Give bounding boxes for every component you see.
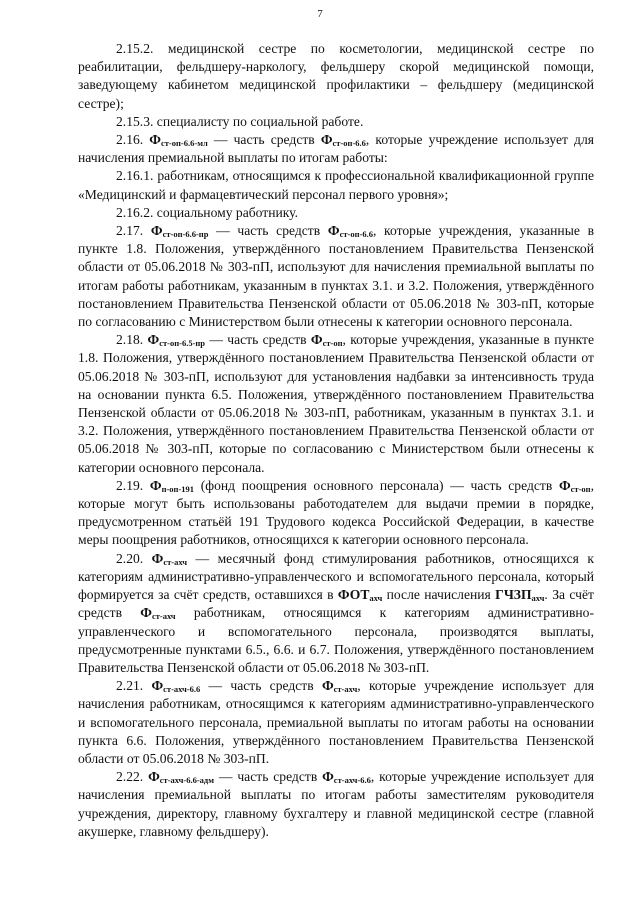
text-run: 2.16.1. работникам, относящимся к профессиональной квалификационной группе «Медицинский и фармацевтический персонал первого уровня»;	[78, 168, 594, 202]
text-run: 2.15.2. медицинской сестре по косметологии, медицинской сестре по реабилитации, фельдшеру-наркологу, фельдшеру скорой медицинской помощи, заведующему кабинетом медицинской профилактики – фельдшеру (медицинской сестре);	[78, 41, 594, 111]
formula-base: Ф	[151, 550, 164, 566]
formula-base: Ф	[150, 223, 163, 239]
text-run: (фонд поощрения основного персонала) — часть средств	[194, 477, 559, 493]
text-run: 2.15.3. специалисту по социальной работе.	[116, 113, 364, 129]
text-run: , которые учреждение использует для начисления работникам, относящимся к категориям административно-управленческого и вспомогательного персонала, премиальной выплаты по итогам работы на основании пункта 6.6. Положения, утверждённого постановлением Правительства Пензенской области от 05.06.2018 № 303-пП.	[78, 678, 594, 766]
formula-symbol	[338, 587, 382, 602]
formula-subscript: ст-ахч-6.6	[333, 775, 371, 786]
text-run: работникам, относящимся к категориям административно-управленческого и вспомогательного персонала, производятся выплаты, предусмотренные пунктами 6.5., 6.6. и 6.7. Положения, утверждённого постановлением Правительства Пензенской области от 05.06.2018 № 303-пП.	[78, 605, 594, 675]
paragraph	[78, 222, 594, 331]
text-run: 2.22.	[116, 769, 149, 785]
formula-subscript: ст-ахч	[151, 611, 176, 622]
text-run: — часть средств	[208, 223, 328, 239]
paragraph	[78, 204, 594, 222]
formula-base: Ф	[140, 605, 152, 621]
paragraph	[78, 113, 594, 131]
formula-subscript: ст-оп-6.6	[332, 138, 366, 149]
paragraph	[78, 768, 594, 841]
formula-base: Ф	[320, 132, 333, 148]
formula-base: ГЧЗП	[495, 587, 532, 603]
text-run: после начисления	[382, 587, 496, 603]
formula-base: Ф	[147, 332, 160, 348]
formula-base: Ф	[558, 477, 571, 493]
text-run: 2.21.	[116, 678, 152, 694]
formula-base: Ф	[151, 678, 164, 694]
formula-symbol	[495, 587, 544, 602]
document-body	[78, 40, 594, 841]
formula-symbol	[149, 132, 207, 147]
formula-base: Ф	[327, 223, 340, 239]
text-run: 2.20.	[116, 550, 152, 566]
formula-symbol	[152, 551, 187, 566]
formula-symbol	[151, 678, 200, 693]
formula-subscript: ст-оп	[322, 338, 343, 349]
formula-base: ФОТ	[337, 587, 370, 603]
formula-subscript: ст-ахч-6.6	[163, 684, 201, 695]
formula-symbol	[322, 769, 371, 784]
text-run: , которые учреждения, указанные в пункте 1.8. Положения, утверждённого постановлением Правительства Пензенской области от 05.06.2018 № 303-пП, используют для начисления премиальной выплаты по итогам работы работникам, указанным в пунктах 3.1. и 3.2. Положения, утверждённого постановлением Правительства Пензенской области от 05.06.2018 № 303-пП, которые по согласованию с Министерством были отнесены к категории основного персонала.	[78, 223, 594, 330]
formula-symbol	[148, 769, 214, 784]
formula-base: Ф	[310, 332, 323, 348]
formula-subscript: ст-оп	[570, 483, 591, 494]
text-run: 2.19.	[116, 477, 150, 493]
formula-subscript: ст-ахч	[333, 684, 358, 695]
page-number: 7	[317, 8, 323, 20]
text-run: , которые могут быть использованы работодателем для выдачи премии в порядке, предусмотренном статьёй 191 Трудового кодекса Российской Федерации, в качестве меры поощрения работников, относящихся к категории основного персонала.	[78, 477, 594, 548]
formula-subscript: ст-оп-6.6	[339, 229, 373, 240]
text-run: , которые учреждение использует для начисления премиальной выплаты по итогам работы заместителям руководителя учреждения, директору, главному бухгалтеру и главной медицинской сестре (главной акушерке, главному фельдшеру).	[78, 769, 595, 839]
paragraph	[78, 131, 594, 167]
text-run: — часть средств	[205, 332, 311, 348]
formula-symbol	[322, 678, 357, 693]
text-run: , которые учреждение использует для начисления премиальной выплаты по итогам работы:	[78, 132, 594, 166]
text-run: — часть средств	[207, 132, 321, 148]
formula-base: Ф	[149, 477, 162, 493]
formula-symbol	[559, 478, 591, 493]
formula-symbol	[328, 223, 373, 238]
formula-subscript: ст-ахч-6.6-адм	[159, 775, 215, 786]
formula-symbol	[321, 132, 366, 147]
formula-subscript: ст-оп-6.5-пр	[159, 338, 206, 349]
formula-symbol	[311, 332, 343, 347]
text-run: 2.18.	[116, 332, 148, 348]
paragraph	[78, 167, 594, 203]
formula-symbol	[148, 332, 206, 347]
text-run: — часть средств	[214, 769, 323, 785]
formula-base: Ф	[148, 769, 160, 785]
text-run: 2.16.2. социальному работнику.	[116, 204, 299, 220]
text-run: — месячный фонд стимулирования работников, относящихся к категориям административно-управленческого и вспомогательного персонала, который формируется за счёт средств, оставшихся в	[78, 550, 594, 603]
text-run: 2.17.	[116, 223, 151, 239]
formula-subscript: ст-ахч	[163, 556, 188, 567]
formula-subscript: ст-оп-6.6-мл	[160, 138, 208, 149]
paragraph	[78, 677, 594, 768]
text-run: . За счёт средств	[78, 587, 594, 621]
paragraph	[78, 477, 594, 550]
paragraph	[78, 550, 594, 677]
formula-base: Ф	[322, 769, 334, 785]
formula-base: Ф	[149, 132, 161, 148]
formula-base: Ф	[321, 678, 334, 694]
paragraph	[78, 40, 594, 113]
formula-symbol	[140, 605, 175, 620]
formula-subscript: ст-оп-6.6-пр	[162, 229, 209, 240]
formula-symbol	[150, 478, 194, 493]
formula-subscript: п-оп-191	[161, 483, 195, 494]
text-run: 2.16.	[116, 132, 150, 148]
paragraph	[78, 331, 594, 477]
text-run: , которые учреждения, указанные в пункте 1.8. Положения, утверждённого постановлением Правительства Пензенской области от 05.06.2018 № 303-пП, используют для установления надбавки за интенсивность труда на основании пункта 6.5. Положения, утверждённого постановлением Правительства Пензенской области от 05.06.2018 № 303-пП, работникам, указанным в пунктах 3.1. и 3.2. Положения, утверждённого постановлением Правительства Пензенской области от 05.06.2018 № 303-пП, которые по согласованию с Министерством были отнесены к категории основного персонала.	[78, 332, 595, 475]
formula-subscript: ахч	[369, 593, 383, 604]
formula-symbol	[151, 223, 209, 238]
formula-subscript: ахч	[531, 593, 545, 604]
text-run: — часть средств	[200, 678, 322, 694]
